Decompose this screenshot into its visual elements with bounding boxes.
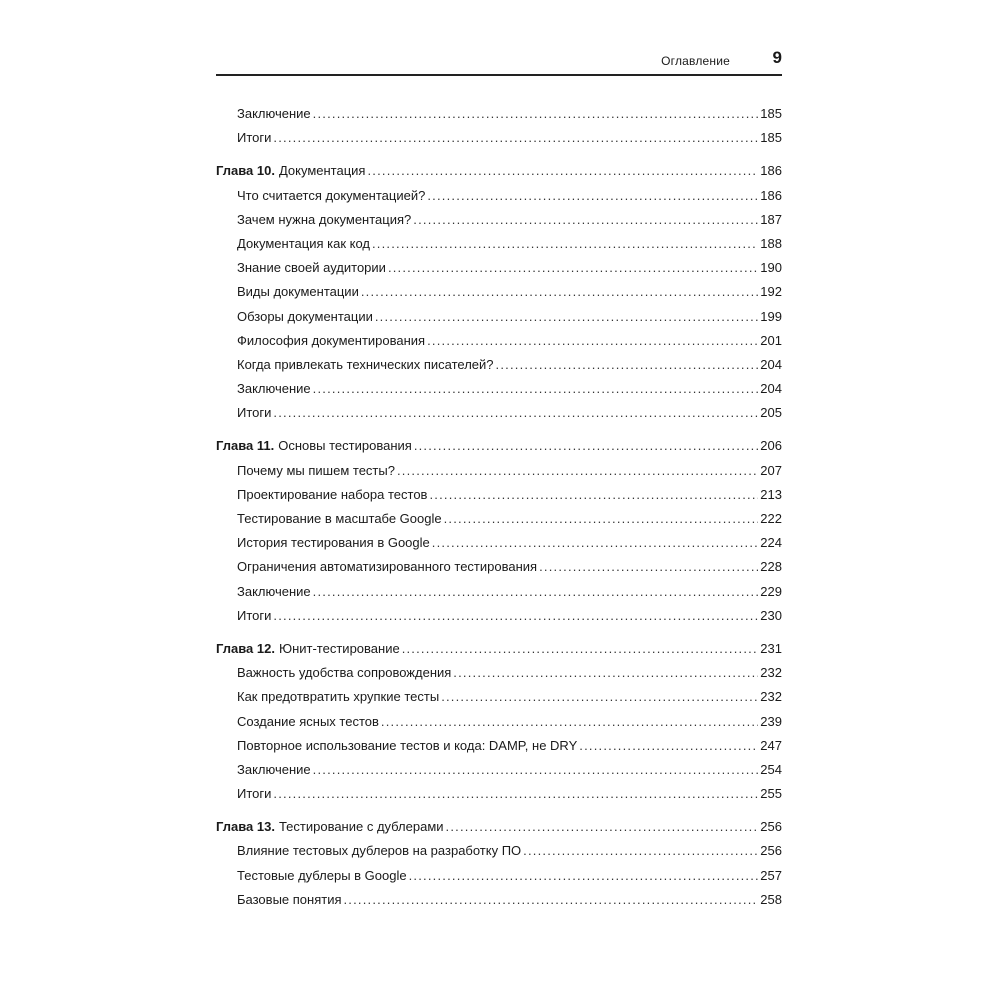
toc-entry-page: 187 (760, 211, 782, 227)
chapter-title: Юнит-тестирование (278, 640, 400, 656)
toc-entry[interactable] (216, 710, 782, 734)
toc-entry-page: 224 (760, 535, 782, 551)
toc-entry-title: Тестирование в масштабе Google (237, 511, 442, 526)
leader-dots (375, 305, 758, 329)
leader-dots (446, 815, 759, 839)
toc-entry-page: 228 (760, 559, 782, 575)
chapter-title: Документация (278, 163, 366, 179)
toc-entry[interactable] (216, 459, 782, 483)
leader-dots (427, 184, 758, 208)
toc-entry-page: 204 (760, 381, 782, 397)
toc-entry-page: 199 (760, 308, 782, 324)
toc-entry[interactable] (216, 232, 782, 256)
toc-entry-title: Как предотвратить хрупкие тесты (237, 689, 440, 705)
toc-entry[interactable] (216, 661, 782, 685)
toc-entry[interactable] (216, 580, 782, 604)
toc-entry-page: 205 (760, 405, 782, 421)
toc-entry-title: Важность удобства сопровождения (237, 665, 452, 681)
leader-dots (344, 888, 759, 912)
leader-dots (273, 401, 758, 425)
leader-dots (372, 232, 758, 256)
leader-dots (397, 459, 758, 483)
toc-entry-title: Создание ясных тестов (237, 713, 379, 729)
leader-dots (429, 483, 758, 507)
toc-entry[interactable] (216, 280, 782, 304)
chapter-13 (216, 815, 782, 912)
toc-entry-page: 201 (760, 332, 782, 348)
toc-entry-page: 232 (760, 689, 782, 705)
table-of-contents (216, 102, 782, 921)
toc-entry-title: Когда привлекать технических писателей? (237, 356, 494, 372)
toc-entry[interactable] (216, 126, 782, 150)
toc-entry-page: 207 (760, 462, 782, 478)
toc-entry-title: Обзоры документации (237, 308, 373, 324)
leader-dots (313, 102, 759, 126)
chapter-11 (216, 434, 782, 628)
chapter-page: 186 (760, 163, 782, 179)
leader-dots (367, 159, 758, 183)
toc-entry-page: 192 (760, 284, 782, 300)
toc-entry-page: 229 (760, 583, 782, 599)
toc-entry[interactable] (216, 184, 782, 208)
leader-dots (273, 782, 758, 806)
leader-dots (523, 839, 758, 863)
toc-entry[interactable] (216, 353, 782, 377)
toc-entry-title: Философия документирования (237, 332, 426, 348)
chapter-10 (216, 159, 782, 425)
toc-entry-page: 222 (760, 511, 782, 526)
toc-entry-title: Повторное использование тестов и кода: DAMP, не DRY (237, 737, 578, 753)
leader-dots (427, 329, 758, 353)
toc-entry-title: Тестовые дублеры в Google (237, 867, 407, 883)
leader-dots (273, 604, 758, 628)
toc-entry[interactable] (216, 256, 782, 280)
page-number: 9 (772, 48, 782, 67)
toc-entry-title: Что считается документацией? (237, 187, 426, 203)
toc-entry[interactable] (216, 555, 782, 579)
leader-dots (579, 734, 758, 758)
toc-entry-page: 186 (760, 187, 782, 203)
leader-dots (381, 710, 758, 734)
toc-entry-title: Базовые понятия (237, 891, 342, 907)
toc-entry-title: Итоги (237, 607, 272, 623)
chapter-page: 206 (760, 438, 782, 454)
toc-entry-title: Заключение (237, 381, 311, 397)
toc-entry-title: Итоги (237, 405, 272, 421)
chapter-heading[interactable] (216, 815, 782, 839)
chapter-page: 256 (760, 819, 782, 835)
toc-entry[interactable] (216, 305, 782, 329)
toc-entry[interactable] (216, 782, 782, 806)
leader-dots (273, 126, 758, 150)
leader-dots (409, 864, 759, 888)
chapter-12 (216, 637, 782, 806)
page-header (216, 44, 782, 76)
leader-dots (539, 555, 758, 579)
leader-dots (402, 637, 759, 661)
toc-entry[interactable] (216, 483, 782, 507)
toc-entry-title: Виды документации (237, 284, 359, 300)
toc-entry-title: Заключение (237, 583, 311, 599)
chapter-heading[interactable] (216, 159, 782, 183)
toc-entry-page: 257 (760, 867, 782, 883)
toc-entry-title: Документация как код (237, 235, 370, 251)
leader-dots (496, 353, 759, 377)
leader-dots (313, 377, 759, 401)
toc-entry-page: 239 (760, 713, 782, 729)
toc-entry-page: 213 (760, 486, 782, 502)
toc-entry[interactable] (216, 734, 782, 758)
toc-entry-page: 188 (760, 235, 782, 251)
toc-entry-title: Влияние тестовых дублеров на разработку ПО (237, 843, 522, 859)
toc-entry[interactable] (216, 531, 782, 555)
toc-entry-page: 258 (760, 891, 782, 907)
leader-dots (453, 661, 758, 685)
toc-entry-page: 204 (760, 356, 782, 372)
chapter-number: Глава 11. (216, 438, 275, 454)
toc-entry[interactable] (216, 685, 782, 709)
chapter-number: Глава 13. (216, 819, 275, 835)
running-header-section: Оглавление (661, 54, 730, 68)
toc-entry-page: 247 (760, 737, 782, 753)
toc-entry[interactable] (216, 329, 782, 353)
toc-entry-page: 232 (760, 665, 782, 681)
toc-entry[interactable] (216, 401, 782, 425)
toc-entry-title: Заключение (237, 761, 311, 777)
chapter-number: Глава 12. (216, 640, 275, 656)
chapter-page: 231 (760, 640, 782, 656)
chapter-title: Тестирование с дублерами (278, 819, 444, 835)
chapter-9-continuation (216, 102, 782, 150)
toc-entry-page: 256 (760, 843, 782, 859)
toc-entry-title: Заключение (237, 106, 311, 121)
toc-entry-title: Ограничения автоматизированного тестирования (237, 559, 538, 575)
toc-entry[interactable] (216, 864, 782, 888)
leader-dots (444, 507, 759, 531)
toc-entry-title: История тестирования в Google (237, 535, 430, 551)
toc-entry-title: Знание своей аудитории (237, 260, 386, 276)
toc-entry[interactable] (216, 758, 782, 782)
toc-entry-title: Итоги (237, 786, 272, 802)
toc-entry-title: Почему мы пишем тесты? (237, 462, 395, 478)
leader-dots (361, 280, 758, 304)
toc-entry-page: 185 (760, 130, 782, 146)
chapter-heading[interactable] (216, 637, 782, 661)
chapter-title: Основы тестирования (278, 438, 412, 454)
toc-entry-page: 255 (760, 786, 782, 802)
toc-entry[interactable] (216, 377, 782, 401)
toc-entry-title: Итоги (237, 130, 272, 146)
leader-dots (441, 685, 758, 709)
chapter-number: Глава 10. (216, 163, 275, 179)
toc-entry[interactable] (216, 604, 782, 628)
toc-entry-page: 254 (760, 761, 782, 777)
chapter-heading[interactable] (216, 434, 782, 458)
toc-entry-page: 190 (760, 260, 782, 276)
toc-entry[interactable] (216, 507, 782, 531)
toc-entry-page: 185 (760, 106, 782, 121)
leader-dots (414, 434, 758, 458)
toc-entry[interactable] (216, 102, 782, 126)
toc-entry-title: Проектирование набора тестов (237, 486, 428, 502)
toc-entry[interactable] (216, 208, 782, 232)
toc-entry-title: Зачем нужна документация? (237, 211, 412, 227)
leader-dots (388, 256, 758, 280)
leader-dots (413, 208, 758, 232)
leader-dots (432, 531, 759, 555)
toc-entry[interactable] (216, 839, 782, 863)
toc-entry-page: 230 (760, 607, 782, 623)
leader-dots (313, 758, 759, 782)
leader-dots (313, 580, 759, 604)
toc-entry[interactable] (216, 888, 782, 912)
